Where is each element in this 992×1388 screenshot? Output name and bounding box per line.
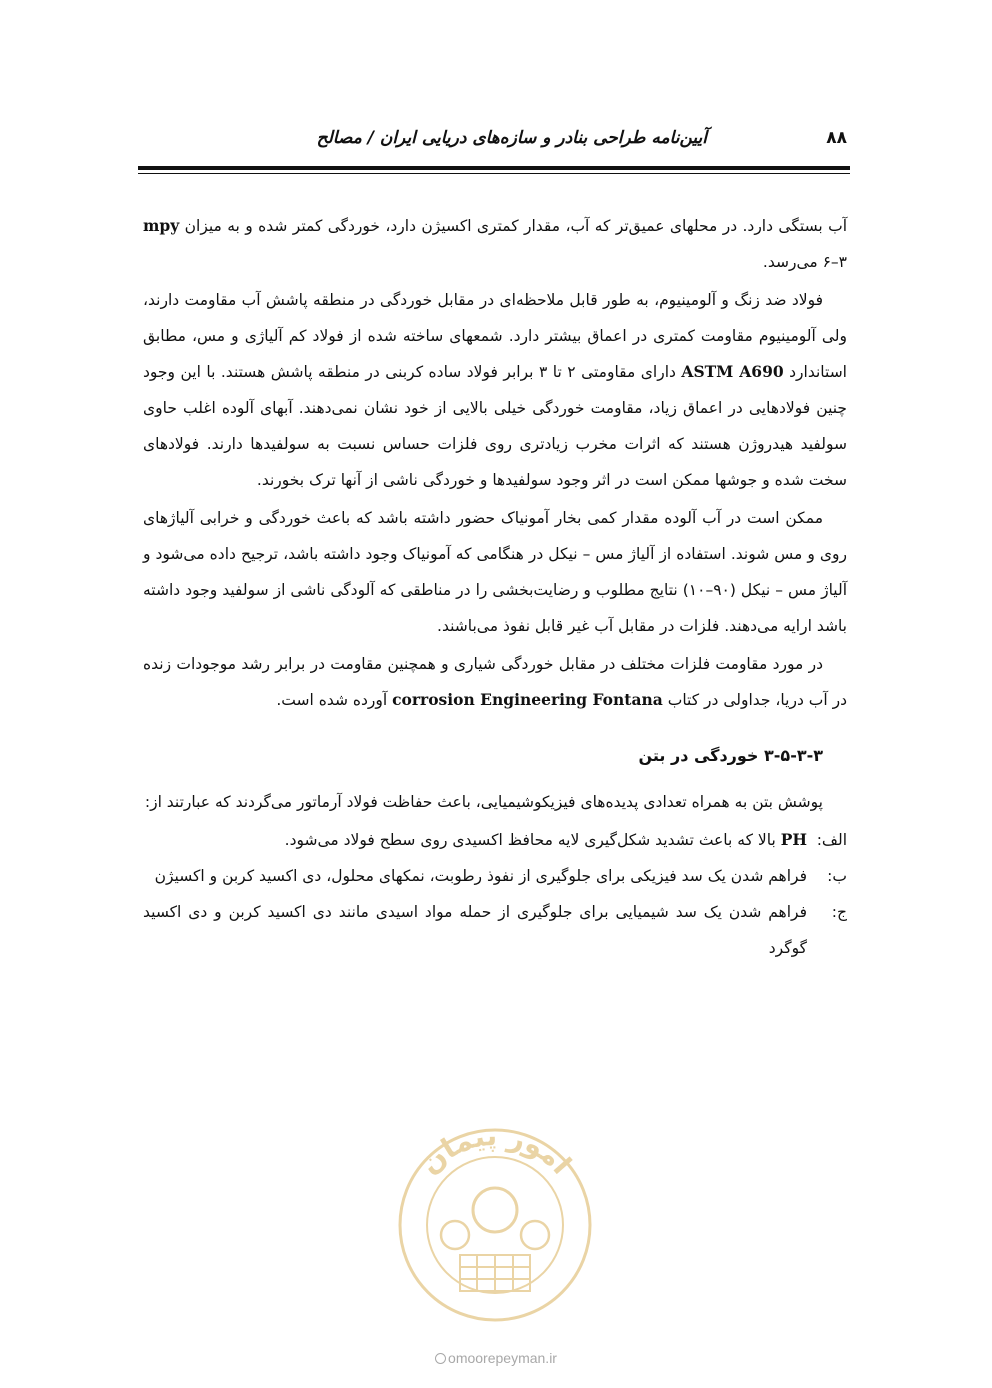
list-text: فراهم شدن یک سد فیزیکی برای جلوگیری از نفوذ رطوبت، نمکهای محلول، دی اکسید کربن و اکسیژن [154,867,807,885]
footer-website [0,1350,992,1366]
running-title: آیین‌نامه طراحی بنادر و سازه‌های دریایی ایران / مصالح [316,128,707,148]
list-label: ب: [827,867,847,885]
list-item-jim [143,894,847,966]
paragraph-3: ممکن است در آب آلوده مقدار کمی بخار آمونیاک حضور داشته باشد که باعث خوردگی و خرابی آلیاژهای روی و مس شوند. استفاده از آلیاژ مس – نیکل در هنگامی که آمونیاک وجود داشته باشد، ترجیح داده می‌شود و آلیاژ مس – نیکل (۹۰–۱۰) نتایج مطلوب و رضایت‌بخشی را در مناطقی که آلودگی ناشی از سولفید وجود داشته باشد ارایه می‌دهند. فلزات در مقابل آب غیر قابل نفوذ می‌باشند. [143,509,847,635]
section-intro: پوشش بتن به همراه تعدادی پدیده‌های فیزیکوشیمیایی، باعث حفاظت فولاد آرماتور می‌گردند که عبارتند از: [144,793,823,811]
svg-text:امور پیمان [413,1119,578,1181]
unit-mpy: mpy [143,216,180,235]
book-title: corrosion Engineering Fontana [392,690,663,709]
list-item-alef [143,822,847,858]
watermark-text: امور پیمان [413,1118,578,1181]
standard-astm: ASTM A690 [681,362,784,381]
list-item-be [143,858,847,894]
footer-website-text: omoorepeyman.ir [448,1350,557,1366]
site-logo-icon [435,1353,446,1364]
paragraph-1: آب بستگی دارد. در محلهای عمیق‌تر که آب، مقدار کمتری اکسیژن دارد، خوردگی کمتر شده و به میزان mpy ۶–۳ می‌رسد. [143,216,847,271]
page-number: ۸۸ [826,128,847,148]
paragraph-4: در مورد مقاومت فلزات مختلف در مقابل خوردگی شیاری و همچنین مقاومت در برابر رشد موجودات زنده در آب دریا، جداولی در کتاب corrosion Engineering Fontana آورده شده است. [143,655,847,709]
list-label: ج: [831,903,847,921]
section-heading: ۳-۵-۳-۳ خوردگی در بتن [638,746,823,765]
page-header [145,128,847,158]
term-ph: PH [780,830,807,849]
header-rule-thick [138,166,850,170]
body-text [143,208,847,966]
header-rule-thin [138,173,850,174]
list-label: الف: [816,831,847,849]
paragraph-2: فولاد ضد زنگ و آلومینیوم، به طور قابل ملاحظه‌ای در مقابل خوردگی در منطقه پاشش آب مقاومت دارند، ولی آلومینیوم مقاومت کمتری در اعماق بیشتر دارد. شمعهای ساخته شده از فولاد کم آلیاژی و مس، مطابق استاندارد ASTM A690 دارای مقاومتی ۲ تا ۳ برابر فولاد ساده کربنی در منطقه پاشش هستند. با این وجود چنین فولادهایی در اعماق زیاد، مقاومت خوردگی خیلی بالایی از خود نشان نمی‌دهند. آبهای آلوده اغلب حاوی سولفید هیدروژن هستند که اثرات مخرب زیادتری روی فلزات حساس نسبت به سولفیدها دارند. فولادهای سخت شده و جوشها ممکن است در اثر وجود سولفیدها و خوردگی ناشی از آنها ترک بخورند. [143,291,847,489]
list-text: PH بالا که باعث تشدید شکل‌گیری لایه محافظ اکسیدی روی سطح فولاد می‌شود. [284,830,807,849]
watermark-seal-icon [380,1115,610,1325]
list-text: فراهم شدن یک سد شیمیایی برای جلوگیری از حمله مواد اسیدی مانند دی اکسید کربن و دی اکسید گوگرد [143,903,807,957]
